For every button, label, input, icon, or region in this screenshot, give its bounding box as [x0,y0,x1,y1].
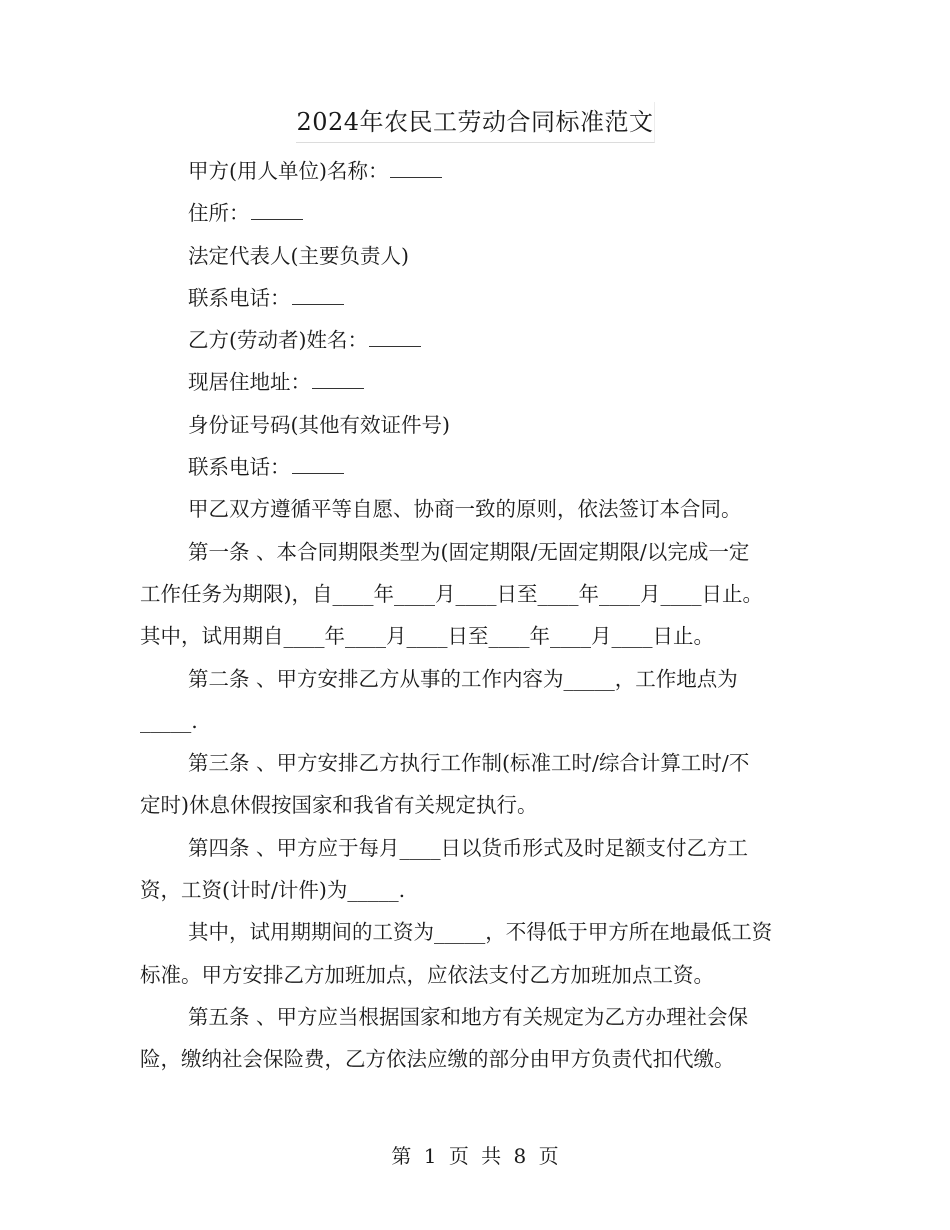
party-b-address-field [140,361,808,403]
preamble: 甲乙双方遵循平等自愿、协商一致的原则，依法签订本合同。 [188,497,742,522]
party-a-name-label: 甲方(用人单位)名称： [188,159,389,183]
probation-wage-line-1: 其中，试用期期间的工资为_____，不得低于甲方所在地最低工资 [188,920,773,945]
party-b-phone-field [140,446,808,488]
article-5-line-2: 险，缴纳社会保险费，乙方依法应缴的部分由甲方负责代扣代缴。 [140,1047,735,1072]
party-a-phone-field [140,277,808,319]
article-3-line-2: 定时)休息休假按国家和我省有关规定执行。 [140,793,538,818]
party-b-address-label: 现居住地址： [188,370,311,395]
document-body [140,150,808,1081]
party-a-address-field [140,192,808,234]
article-4-line-1: 第四条 、甲方应于每月____日以货币形式及时足额支付乙方工 [188,835,749,860]
party-a-name-blank [390,176,442,178]
article-4-line-2: 资，工资(计时/计件)为_____. [140,878,406,903]
article-2-line-1: 第二条 、甲方安排乙方从事的工作内容为_____，工作地点为 [188,666,738,691]
article-1-line-3: 其中，试用期自____年____月____日至____年____月____日止。 [140,624,714,649]
party-b-name-blank [369,345,421,347]
party-b-address-blank [312,387,364,389]
party-b-phone-label: 联系电话： [188,455,291,480]
party-a-legal-rep-field [140,235,808,277]
party-b-name-field [140,319,808,361]
party-b-name-label: 乙方(劳动者)姓名： [188,328,368,353]
party-a-address-label: 住所： [188,201,250,226]
article-1-line-1: 第一条 、本合同期限类型为(固定期限/无固定期限/以完成一定 [188,539,750,564]
probation-wage-line-2: 标准。甲方安排乙方加班加点，应依法支付乙方加班加点工资。 [140,962,714,987]
party-b-id-label: 身份证号码(其他有效证件号) [188,412,450,437]
party-b-id-field [140,404,808,446]
party-a-name-field [140,150,808,192]
article-5-line-1: 第五条 、甲方应当根据国家和地方有关规定为乙方办理社会保 [188,1004,749,1029]
party-a-phone-label: 联系电话： [188,285,291,310]
party-a-legal-rep-label: 法定代表人(主要负责人) [188,243,409,268]
document-title: 2024年农民工劳动合同标准范文 [296,102,655,143]
article-3-line-1: 第三条 、甲方安排乙方执行工作制(标准工时/综合计算工时/不 [188,751,750,776]
party-a-address-blank [251,218,303,220]
article-1-line-2: 工作任务为期限)，自____年____月____日至____年____月____日止。 [140,581,763,606]
article-2-line-2: _____. [140,708,198,733]
party-a-phone-blank [292,303,344,305]
page-indicator: 第 1 页 共 8 页 [391,1144,559,1168]
party-b-phone-blank [292,472,344,474]
